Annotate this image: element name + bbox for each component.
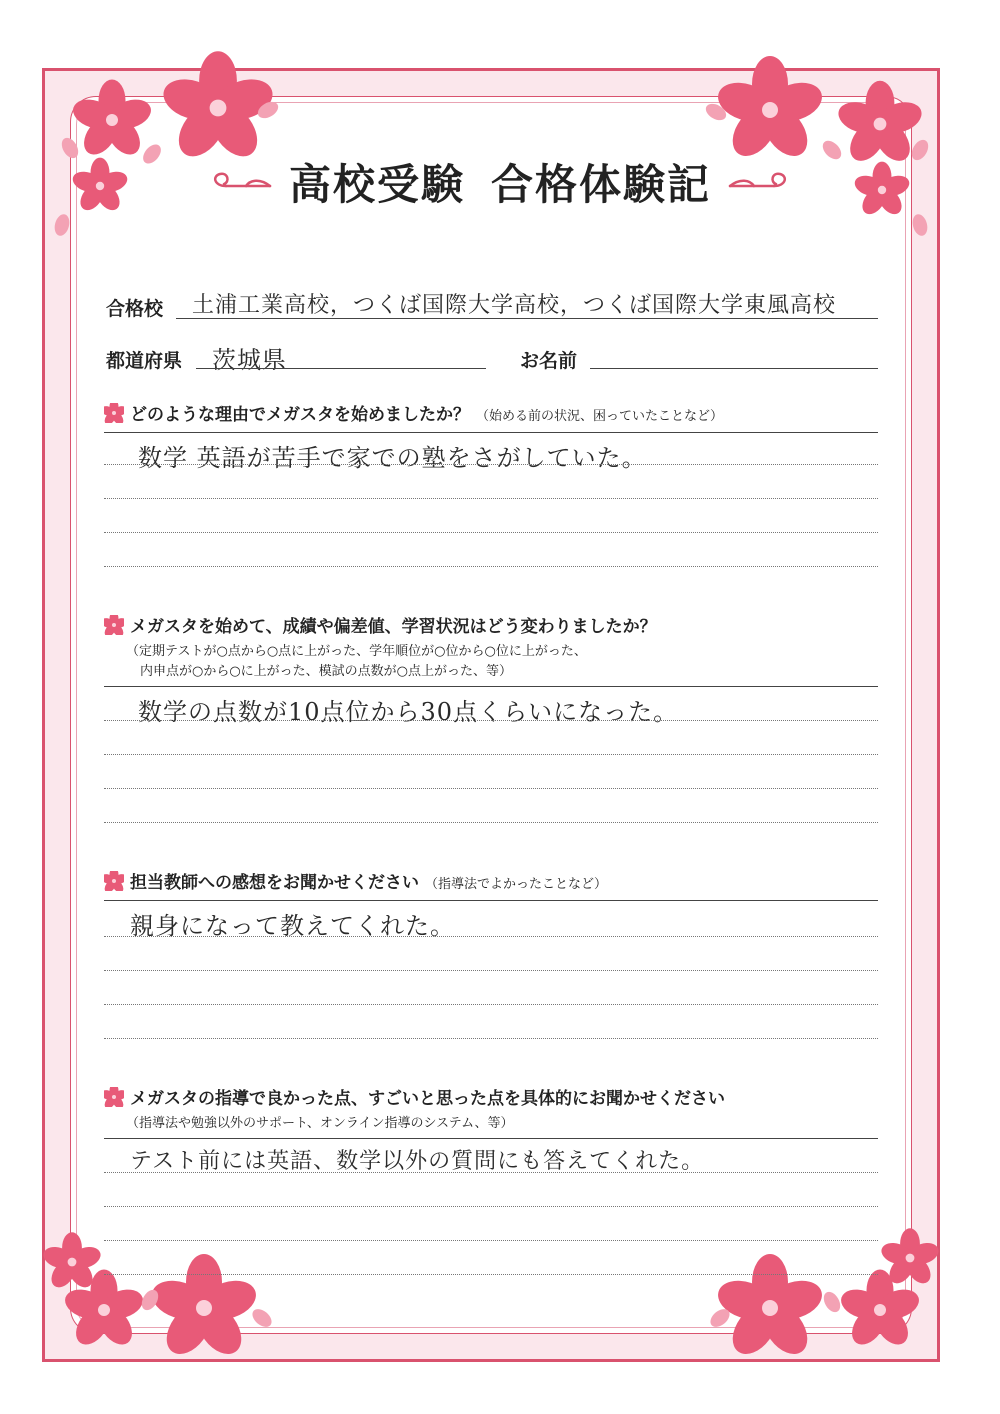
answer-line bbox=[104, 498, 878, 499]
answer-line bbox=[104, 1038, 878, 1039]
answer-line bbox=[104, 1206, 878, 1207]
name-label: お名前 bbox=[520, 350, 578, 372]
answer-line bbox=[104, 566, 878, 567]
question-3: 担当教師への感想をお聞かせください （指導法でよかったことなど） bbox=[104, 868, 607, 893]
answer-2: 数学の点数が10点位から30点くらいになった。 bbox=[138, 698, 679, 726]
blossom-icon bbox=[104, 1087, 124, 1107]
blossom-icon bbox=[104, 615, 124, 635]
school-field-line bbox=[176, 318, 878, 319]
answer-line bbox=[104, 1240, 878, 1241]
answer-line bbox=[104, 432, 878, 433]
answer-line bbox=[104, 900, 878, 901]
question-2: メガスタを始めて、成績や偏差値、学習状況はどう変わりましたか？ bbox=[104, 612, 657, 637]
answer-line bbox=[104, 1004, 878, 1005]
answer-line bbox=[104, 686, 878, 687]
school-value: 土浦工業高校，つくば国際大学高校，つくば国際大学東風高校 bbox=[192, 293, 837, 318]
prefecture-label: 都道府県 bbox=[106, 350, 183, 372]
answer-line bbox=[104, 1138, 878, 1139]
question-1: どのような理由でメガスタを始めましたか？ （始める前の状況、困っていたことなど） bbox=[104, 400, 723, 425]
answer-line bbox=[104, 720, 878, 721]
name-field-line bbox=[590, 368, 878, 369]
prefecture-value: 茨城県 bbox=[212, 346, 287, 374]
answer-line bbox=[104, 936, 878, 937]
school-label: 合格校 bbox=[106, 298, 164, 320]
answer-line bbox=[104, 754, 878, 755]
answer-line bbox=[104, 822, 878, 823]
answer-line bbox=[104, 1172, 878, 1173]
question-4: メガスタの指導で良かった点、すごいと思った点を具体的にお聞かせください bbox=[104, 1084, 725, 1109]
answer-1: 数学 英語が苦手で家での塾をさがしていた。 bbox=[138, 444, 647, 472]
answer-4: テスト前には英語、数学以外の質問にも答えてくれた。 bbox=[130, 1149, 705, 1174]
question-2-note: 内申点が○から○に上がった、模試の点数が○点上がった、等） bbox=[140, 664, 513, 679]
answer-line bbox=[104, 464, 878, 465]
question-2-note: （定期テストが○点から○点に上がった、学年順位が○位から○位に上がった、 bbox=[126, 644, 587, 659]
title-left: 高校受験 bbox=[288, 160, 465, 209]
answer-line bbox=[104, 788, 878, 789]
prefecture-field-line bbox=[196, 368, 486, 369]
title-right: 合格体験記 bbox=[491, 160, 712, 209]
answer-line bbox=[104, 532, 878, 533]
document-header bbox=[0, 150, 1000, 220]
question-4-note: （指導法や勉強以外のサポート、オンライン指導のシステム、等） bbox=[126, 1116, 514, 1131]
answer-line bbox=[104, 1274, 878, 1275]
answer-3: 親身になって教えてくれた。 bbox=[130, 912, 455, 940]
blossom-icon bbox=[104, 871, 124, 891]
blossom-icon bbox=[104, 403, 124, 423]
answer-line bbox=[104, 970, 878, 971]
